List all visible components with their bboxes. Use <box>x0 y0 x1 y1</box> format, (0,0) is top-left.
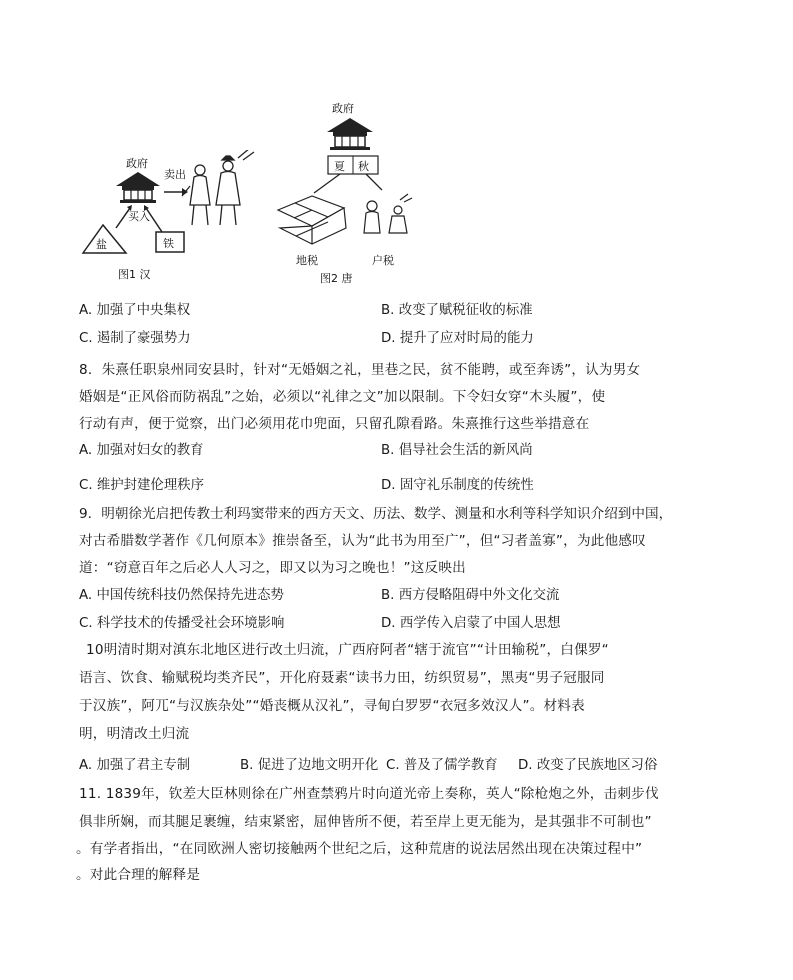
farmland-field-icon <box>278 196 346 244</box>
fig2-autumn-label: 秋 <box>358 160 369 173</box>
q8-stem-line-3: 行动有声，便于觉察，出门必须用花巾兜面，只留孔隙看路。朱熹推行这些举措意在 <box>79 416 590 432</box>
q8-option-d[interactable]: D. 固守礼乐制度的传统性 <box>381 478 534 493</box>
q8-stem-line-1: 8．朱熹任职泉州同安县时，针对“无婚姻之礼，里巷之民，贫不能聘，或至奔诱”，认为男女 <box>79 362 641 378</box>
figure-1-han <box>78 150 268 285</box>
q10-stem-line-2: 语言、饮食、输赋税均类齐民”，开化府聂素“读书力田，纺织贸易”，黑夷“男子冠服同 <box>79 670 605 686</box>
q7-option-b[interactable]: B. 改变了赋税征收的标准 <box>381 303 533 318</box>
q9-option-c[interactable]: C. 科学技术的传播受社会环境影响 <box>79 616 285 631</box>
fig2-household-tax-label: 户税 <box>372 254 394 267</box>
figure-1-illustration <box>78 150 268 285</box>
fig1-salt-label: 盐 <box>96 238 107 251</box>
q9-option-a[interactable]: A. 中国传统科技仍然保持先进态势 <box>79 588 284 603</box>
q10-option-d[interactable]: D. 改变了民族地区习俗 <box>518 758 658 773</box>
q8-option-c[interactable]: C. 维护封建伦理秩序 <box>79 478 204 493</box>
q10-stem-line-1: 10明清时期对滇东北地区进行改土归流，广西府阿者“辖于流官”“计田输税”，白倮罗“ <box>86 642 609 658</box>
q11-stem-line-1: 11. 1839年，钦差大臣林则徐在广州查禁鸦片时向道光帝上奏称，英人“除枪炮之外，击刺步伐 <box>79 786 659 802</box>
q8-option-a[interactable]: A. 加强对妇女的教育 <box>79 443 204 458</box>
q10-option-b[interactable]: B. 促进了边地文明开化 <box>240 758 379 773</box>
q9-stem-line-1: 9．明朝徐光启把传教士利玛窦带来的西方天文、历法、数学、测量和水利等科学知识介绍到中国， <box>79 506 673 522</box>
q11-stem-line-2: 俱非所娴，而其腿足裹缠，结束紧密，屈伸皆所不便，若至岸上更无能为，是其强非不可制也” <box>79 814 652 830</box>
q11-stem-line-3: 。有学者指出，“在同欧洲人密切接触两个世纪之后，这种荒唐的说法居然出现在决策过程中” <box>76 841 643 857</box>
q10-stem-line-3: 于汉族”，阿兀“与汉族杂处”“婚丧概从汉礼”，寻甸白罗罗“衣冠多效汉人”。材料表 <box>79 698 585 714</box>
q10-option-a[interactable]: A. 加强了君主专制 <box>79 758 191 773</box>
people-figures-icon <box>182 150 254 225</box>
figure-2-illustration <box>272 98 417 286</box>
q8-stem-line-2: 婚姻是“正风俗而防祸乱”之始，必须以“礼律之文”加以限制。下令妇女穿“木头履”，使 <box>79 389 606 405</box>
fig2-caption: 图2 唐 <box>320 272 353 285</box>
fig2-summer-label: 夏 <box>334 160 345 173</box>
q10-option-c[interactable]: C. 普及了儒学教育 <box>386 758 498 773</box>
figure-2-tang <box>272 98 417 286</box>
fig1-sell-label: 卖出 <box>164 168 186 181</box>
branch-line-right <box>366 174 382 190</box>
household-people-icon <box>364 194 412 233</box>
q9-stem-line-2: 对古希腊数学著作《几何原本》推崇备至，认为“此书为用至广”，但“习者盖寡”，为此他感叹 <box>79 533 646 549</box>
q7-option-d[interactable]: D. 提升了应对时局的能力 <box>381 331 534 346</box>
fig2-gov-label: 政府 <box>332 102 354 115</box>
q8-option-b[interactable]: B. 倡导社会生活的新风尚 <box>381 443 533 458</box>
q10-stem-line-4: 明，明清改土归流 <box>79 726 190 742</box>
fig1-gov-label: 政府 <box>126 157 148 170</box>
q7-option-a[interactable]: A. 加强了中央集权 <box>79 303 191 318</box>
fig2-land-tax-label: 地税 <box>296 254 318 267</box>
q9-option-d[interactable]: D. 西学传入启蒙了中国人思想 <box>381 616 561 631</box>
branch-line-left <box>314 174 340 193</box>
fig1-caption: 图1 汉 <box>118 268 151 281</box>
fig1-buy-label: 买入 <box>128 210 150 223</box>
government-building-icon <box>116 172 160 203</box>
government-building-icon <box>327 118 373 150</box>
q7-option-c[interactable]: C. 遏制了豪强势力 <box>79 331 191 346</box>
q9-option-b[interactable]: B. 西方侵略阻碍中外文化交流 <box>381 588 560 603</box>
q9-stem-line-3: 道：“窃意百年之后必人人习之，即又以为习之晚也！”这反映出 <box>79 560 466 576</box>
fig1-iron-label: 铁 <box>163 237 174 250</box>
q11-stem-line-4: 。对此合理的解释是 <box>76 867 201 883</box>
